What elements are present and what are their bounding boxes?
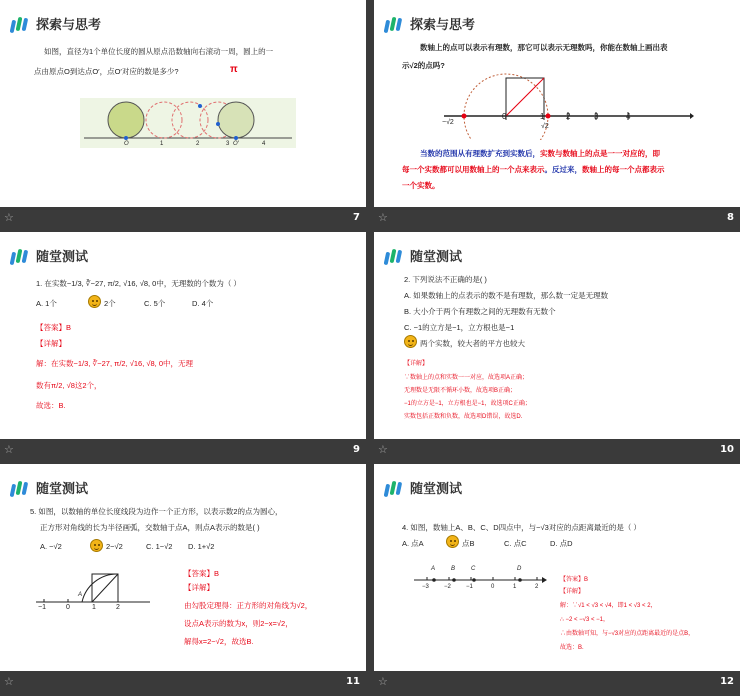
axis-label: O′: [233, 141, 239, 147]
axis-label: 4: [626, 112, 631, 121]
option-d: D. 1+√2: [188, 542, 215, 551]
conclusion-text: 每一个实数都可以用数轴上的一个点来表示: [402, 165, 545, 174]
slide-thumb-11[interactable]: [0, 464, 366, 696]
axis-label: −2: [444, 584, 451, 590]
axis-point-label: B: [451, 566, 456, 572]
axis-label: √2: [541, 123, 549, 130]
detail-text: 解得x=2−√2，故选B.: [184, 637, 254, 646]
slide-thumb-10[interactable]: [374, 232, 740, 464]
slide-number: 10: [720, 444, 734, 455]
detail-text: ∵数轴上的点和实数一一对应，故选项A正确；: [404, 375, 529, 381]
axis-label: 0: [502, 112, 507, 121]
axis-label: 2: [566, 112, 571, 121]
option-c: C. 1−√2: [146, 542, 173, 551]
conclusion-text: 实数与数轴上的点是一一对应的，即: [540, 149, 660, 158]
slide-8: [374, 0, 740, 207]
slide-title: 随堂测试: [36, 249, 89, 264]
detail-label: 【详解】: [36, 339, 66, 348]
axis-label: 0: [66, 604, 70, 611]
detail-text: 故选：B.: [36, 401, 66, 410]
slide-number: 8: [727, 212, 734, 223]
slide-7: [0, 0, 366, 207]
question-text: 数轴上的点可以表示有理数，那它可以表示无理数吗，你能在数轴上画出表: [420, 43, 668, 52]
option-b: 点B: [462, 539, 475, 548]
axis-label: 4: [262, 141, 266, 147]
logo-icon: [384, 478, 404, 500]
axis-label: 0: [491, 584, 495, 590]
axis-label: 3: [594, 112, 599, 121]
detail-text: 无理数是无限不循环小数，故选项B正确；: [404, 388, 517, 394]
option-b: 2−√2: [106, 542, 123, 551]
axis-point-label: C: [471, 566, 476, 572]
sqrt2-number-line: [434, 64, 694, 140]
detail-label: 【详解】: [560, 589, 585, 595]
detail-text: 设点A表示的数为x，则2−x=√2，: [184, 619, 293, 628]
question-text: 2. 下列说法不正确的是( ): [404, 275, 487, 284]
slide-thumb-9[interactable]: [0, 232, 366, 464]
star-icon[interactable]: ☆: [4, 211, 14, 224]
slide-number: 12: [720, 676, 734, 687]
option-c: C. 点C: [504, 539, 527, 548]
answer-label: 【答案】B: [560, 577, 589, 583]
slide-9: [0, 232, 366, 439]
slide-thumb-7[interactable]: [0, 0, 366, 232]
slide-number: 9: [353, 444, 360, 455]
detail-text: 解：∵√1 < √3 < √4，即1 < √3 < 2，: [560, 603, 657, 609]
star-icon[interactable]: ☆: [378, 211, 388, 224]
star-icon[interactable]: ☆: [378, 675, 388, 688]
answer-label: 【答案】B: [184, 569, 220, 578]
question-text: 正方形对角线的长为半径画弧，交数轴于点A，则点A表示的数是( ): [40, 523, 260, 532]
logo-icon: [384, 246, 404, 268]
slide-title: 随堂测试: [410, 249, 463, 264]
square-arc-number-line: [34, 568, 154, 608]
question-text: 4. 如图，数轴上A、B、C、D四点中，与−√3对应的点距离最近的是（ ）: [402, 523, 641, 532]
smiley-icon: [446, 535, 459, 548]
logo-icon: [10, 478, 30, 500]
slide-12: [374, 464, 740, 671]
option-a: A. −√2: [40, 542, 62, 551]
star-icon[interactable]: ☆: [378, 443, 388, 456]
smiley-icon: [90, 539, 103, 552]
option-c: C. −1的立方是−1，立方根也是−1: [404, 323, 515, 332]
conclusion-text: 一个实数。: [402, 181, 440, 190]
axis-label: −1: [466, 584, 473, 590]
question-text: 1. 在实数−1/3, ∛−27, π/2, √16, √8, 0中，无理数的个数为（ ）: [36, 279, 241, 288]
axis-label: 1: [540, 112, 545, 121]
detail-text: ∴由数轴可知，与−√3对应的点距离最近的是点B，: [560, 631, 695, 637]
option-d: 两个实数，较大者的平方也较大: [420, 339, 525, 348]
axis-label: O: [124, 141, 129, 147]
question-text: 如图，直径为1个单位长度的圆从原点沿数轴向右滚动一周，圆上的一: [44, 47, 274, 56]
answer-text: π: [230, 64, 238, 75]
axis-label: 2: [196, 141, 200, 147]
answer-label: 【答案】B: [36, 323, 72, 332]
axis-point-label: A: [431, 566, 436, 572]
detail-text: 实数包括正数和负数，故选项D错误，故选D.: [404, 414, 523, 420]
detail-label: 【详解】: [404, 361, 429, 367]
axis-label: 2: [535, 584, 539, 590]
points-number-line: [412, 572, 548, 588]
detail-label: 【详解】: [184, 583, 214, 592]
slide-number: 7: [353, 212, 360, 223]
option-d: D. 点D: [550, 539, 573, 548]
logo-icon: [384, 14, 404, 36]
slide-thumb-8[interactable]: [374, 0, 740, 232]
slide-title: 探索与思考: [410, 17, 476, 32]
axis-point-label: D: [517, 566, 522, 572]
slide-11: [0, 464, 366, 671]
logo-icon: [10, 14, 30, 36]
option-a: A. 点A: [402, 539, 424, 548]
question-text: 5. 如图，以数轴的单位长度线段为边作一个正方形，以表示数2的点为圆心，: [30, 507, 283, 516]
conclusion-text: 数轴上的每一个点都表示: [582, 165, 665, 174]
option-b: 2个: [104, 299, 116, 308]
smiley-icon: [88, 295, 101, 308]
option-a: A. 1个: [36, 299, 57, 308]
option-d: D. 4个: [192, 299, 214, 308]
detail-text: 故选：B.: [560, 645, 584, 651]
slide-title: 探索与思考: [36, 17, 102, 32]
axis-label: −1: [38, 604, 46, 611]
axis-label: 1: [513, 584, 517, 590]
star-icon[interactable]: ☆: [4, 443, 14, 456]
axis-label: 3: [226, 141, 230, 147]
slide-title: 随堂测试: [36, 481, 89, 496]
option-c: C. 5个: [144, 299, 166, 308]
slide-thumb-12[interactable]: [374, 464, 740, 696]
detail-text: −1的立方是−1，立方根也是−1，故选项C正确；: [404, 401, 531, 407]
question-text: 点由原点O到达点O′，点O′对应的数是多少?: [34, 67, 179, 76]
detail-text: 数有π/2, √8这2个，: [36, 381, 102, 390]
axis-label: 1: [160, 141, 164, 147]
star-icon[interactable]: ☆: [4, 675, 14, 688]
slide-10: [374, 232, 740, 439]
detail-text: 由勾股定理得：正方形的对角线为√2，: [184, 601, 313, 610]
axis-label: 2: [116, 604, 120, 611]
axis-label: 1: [92, 604, 96, 611]
axis-label: −√2: [442, 119, 454, 126]
detail-text: 解：在实数−1/3, ∛−27, π/2, √16, √8, 0中，无理: [36, 359, 193, 368]
option-a: A. 如果数轴上的点表示的数不是有理数，那么数一定是无理数: [404, 291, 609, 300]
conclusion-text: 。反过来，: [544, 165, 582, 174]
smiley-icon: [404, 335, 417, 348]
option-b: B. 大小介于两个有理数之间的无理数有无数个: [404, 307, 556, 316]
axis-label: −3: [422, 584, 429, 590]
question-text: 示√2的点吗?: [402, 61, 445, 70]
slide-title: 随堂测试: [410, 481, 463, 496]
conclusion-text: 当数的范围从有理数扩充到实数后，: [420, 149, 540, 158]
logo-icon: [10, 246, 30, 268]
detail-text: ∴ −2 < −√3 < −1，: [560, 617, 609, 623]
axis-label: A: [78, 592, 83, 598]
slide-number: 11: [346, 676, 360, 687]
